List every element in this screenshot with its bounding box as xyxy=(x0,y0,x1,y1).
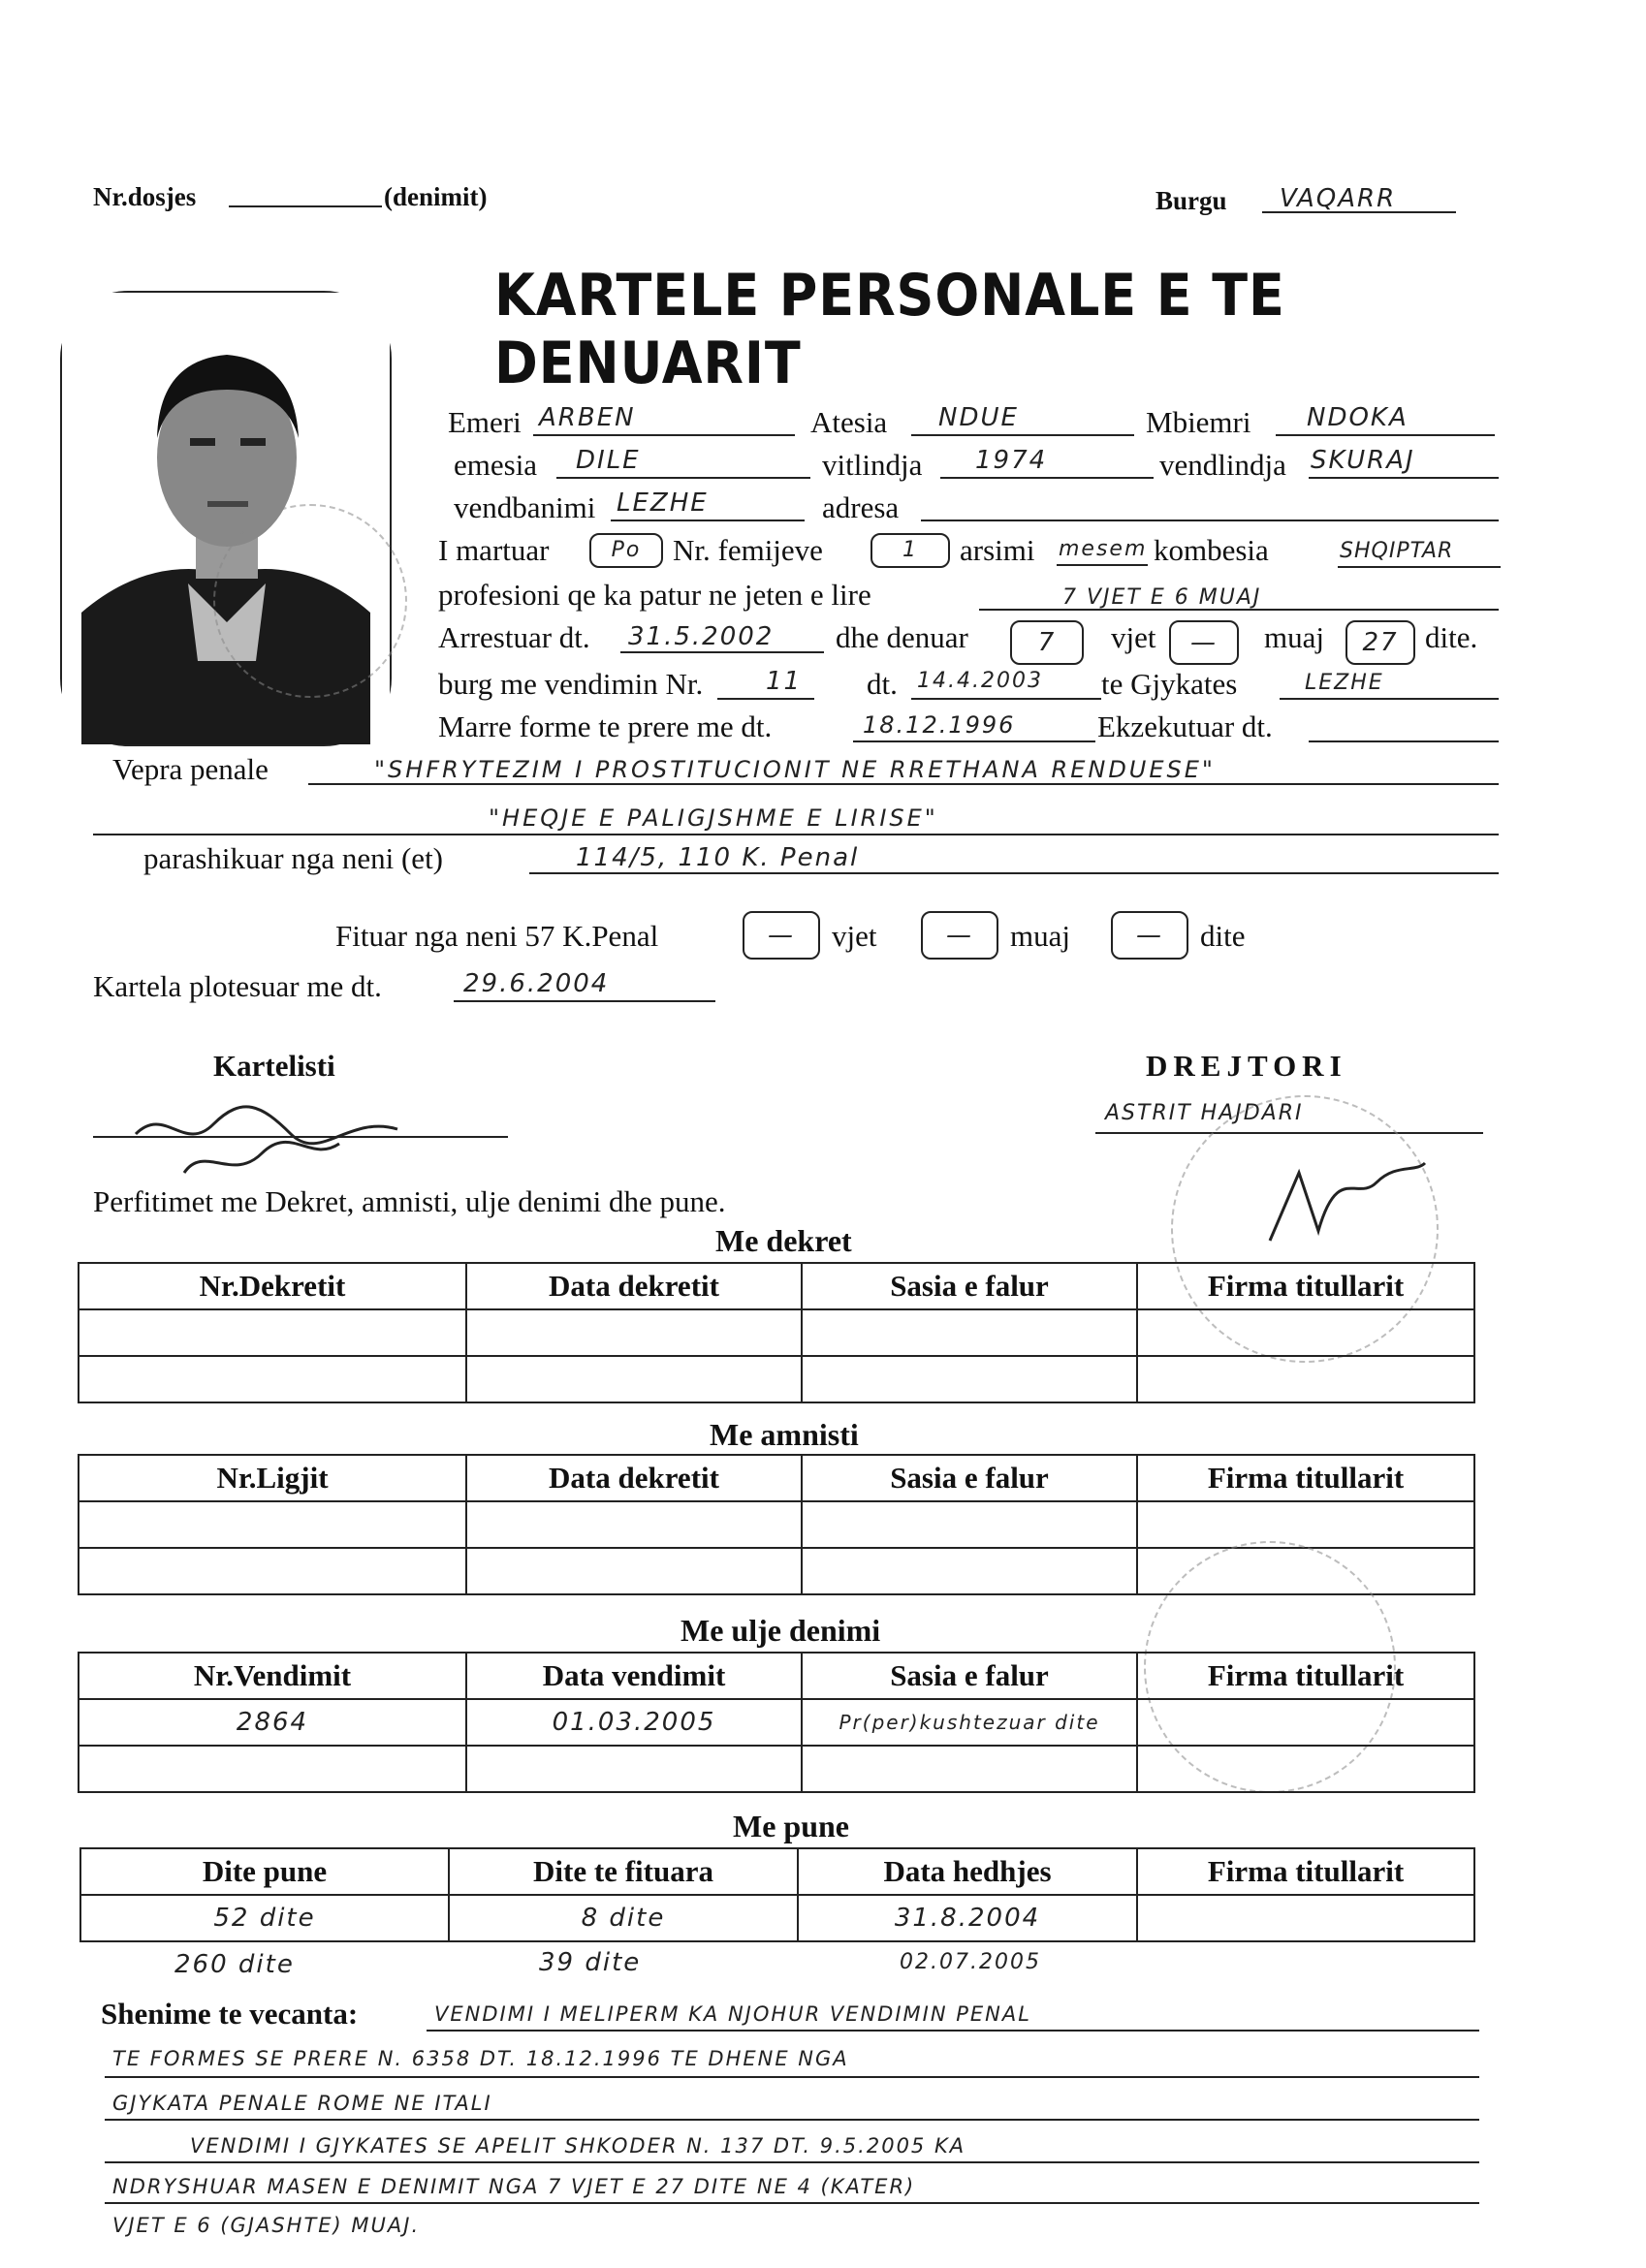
decision-date-value: 14.4.2003 xyxy=(917,669,1043,693)
benefits-intro: Perfitimet me Dekret, amnisti, ulje denimi dhe pune. xyxy=(93,1184,726,1218)
father-line xyxy=(911,434,1134,436)
reduction-table xyxy=(78,1652,1475,1793)
surname-line xyxy=(1276,434,1495,436)
table-header: Data dekretit xyxy=(466,1263,802,1309)
father-value: NDUE xyxy=(938,403,1019,432)
crime-line-1 xyxy=(308,783,1499,785)
crime-label: Vepra penale xyxy=(112,752,269,786)
name-label: Emeri xyxy=(448,405,522,439)
table-cell: 8 dite xyxy=(449,1895,798,1941)
notes-line-2 xyxy=(105,2076,1479,2078)
gained-years-label: vjet xyxy=(832,919,877,953)
notes-text-1: VENDIMI I MELIPERM KA NJOHUR VENDIMIN PENAL xyxy=(434,2002,1031,2026)
article-label: parashikuar nga neni (et) xyxy=(143,841,444,875)
work-extra-earned: 39 dite xyxy=(539,1948,642,1977)
final-line xyxy=(853,740,1095,742)
table-cell: 31.8.2004 xyxy=(798,1895,1137,1941)
table-header: Firma titullarit xyxy=(1137,1455,1474,1501)
table-cell xyxy=(1137,1895,1474,1941)
table-row xyxy=(79,1699,1474,1746)
table-cell xyxy=(802,1356,1137,1402)
table-header: Sasia e falur xyxy=(802,1263,1137,1309)
table-cell xyxy=(1137,1356,1474,1402)
work-title: Me pune xyxy=(733,1809,849,1843)
notes-text-4: VENDIMI I GJYKATES SE APELIT SHKODER N. 137 DT. 9.5.2005 KA xyxy=(190,2134,966,2158)
table-cell xyxy=(79,1309,466,1356)
work-table xyxy=(79,1847,1475,1942)
table-cell xyxy=(466,1309,802,1356)
address-line xyxy=(921,520,1499,521)
director-label: DREJTORI xyxy=(1146,1049,1347,1083)
table-header: Nr.Dekretit xyxy=(79,1263,466,1309)
file-number-line xyxy=(229,205,382,207)
months-label: muaj xyxy=(1264,620,1324,654)
children-label: Nr. femijeve xyxy=(673,533,823,567)
table-header: Data dekretit xyxy=(466,1455,802,1501)
profession-value: 7 VJET E 6 MUAJ xyxy=(1062,585,1262,610)
birthplace-line xyxy=(1309,477,1499,479)
court-line xyxy=(1280,698,1499,700)
married-value: Po xyxy=(589,533,663,568)
nationality-value: SHQIPTAR xyxy=(1340,539,1454,563)
arrested-line xyxy=(620,651,824,653)
final-value: 18.12.1996 xyxy=(863,711,1016,739)
table-header: Dite pune xyxy=(80,1848,449,1895)
amnesty-title: Me amnisti xyxy=(710,1417,859,1452)
notes-line-3 xyxy=(105,2119,1479,2121)
birthplace-value: SKURAJ xyxy=(1311,446,1415,475)
director-name: ASTRIT HAJDARI xyxy=(1105,1101,1304,1125)
notes-text-3: GJYKATA PENALE ROME NE ITALI xyxy=(112,2092,492,2115)
children-value: 1 xyxy=(870,533,950,568)
profession-label: profesioni qe ka patur ne jeten e lire xyxy=(438,578,871,612)
mother-label: emesia xyxy=(454,448,538,482)
years-label: vjet xyxy=(1111,620,1156,654)
work-extra-days: 260 dite xyxy=(174,1950,295,1979)
table-header: Firma titullarit xyxy=(1137,1848,1474,1895)
table-header: Data vendimit xyxy=(466,1653,802,1699)
gained-label: Fituar nga neni 57 K.Penal xyxy=(335,919,659,953)
table-cell: 2864 xyxy=(79,1699,466,1746)
father-label: Atesia xyxy=(810,405,888,439)
notes-line-5 xyxy=(105,2202,1479,2204)
table-cell xyxy=(1137,1699,1474,1746)
gained-months: — xyxy=(921,911,998,960)
table-cell xyxy=(1137,1501,1474,1548)
decree-table xyxy=(78,1262,1475,1403)
final-label: Marre forme te prere me dt. xyxy=(438,709,773,743)
table-header: Dite te fituara xyxy=(449,1848,798,1895)
prison-label: Burgu xyxy=(1155,186,1227,215)
table-cell xyxy=(802,1309,1137,1356)
arrested-label: Arrestuar dt. xyxy=(438,620,590,654)
residence-label: vendbanimi xyxy=(454,490,596,524)
sentence-months: — xyxy=(1169,620,1239,665)
notes-text-6: VJET E 6 (GJASHTE) MUAJ. xyxy=(112,2214,421,2237)
crime-value-1: "SHFRYTEZIM I PROSTITUCIONIT NE RRETHANA RENDUESE" xyxy=(374,756,1216,783)
notes-line-4 xyxy=(105,2161,1479,2163)
notes-text-2: TE FORMES SE PRERE N. 6358 DT. 18.12.1996 TE DHENE NGA xyxy=(112,2047,849,2070)
table-cell xyxy=(79,1548,466,1594)
prison-value: VAQARR xyxy=(1280,184,1397,213)
table-header: Sasia e falur xyxy=(802,1455,1137,1501)
table-row xyxy=(79,1309,1474,1356)
table-cell xyxy=(802,1501,1137,1548)
residence-value: LEZHE xyxy=(617,488,709,518)
table-row xyxy=(79,1356,1474,1402)
table-cell: 01.03.2005 xyxy=(466,1699,802,1746)
crime-line-2 xyxy=(93,834,1499,835)
table-cell xyxy=(1137,1309,1474,1356)
table-cell xyxy=(466,1356,802,1402)
gained-months-label: muaj xyxy=(1010,919,1070,953)
decision-date-line xyxy=(911,698,1101,700)
name-value: ARBEN xyxy=(539,403,636,432)
file-number-suffix: (denimit) xyxy=(384,182,488,211)
crime-value-2: "HEQJE E PALIGJSHME E LIRISE" xyxy=(489,804,938,832)
education-line xyxy=(1057,564,1148,566)
decision-date-label: dt. xyxy=(867,667,898,701)
mother-value: DILE xyxy=(576,446,641,475)
sentence-years: 7 xyxy=(1010,620,1084,665)
arrested-value: 31.5.2002 xyxy=(628,622,775,651)
table-cell: Pr(per)kushtezuar dite xyxy=(802,1699,1137,1746)
table-cell xyxy=(79,1356,466,1402)
table-row xyxy=(79,1455,1474,1501)
birthyear-value: 1974 xyxy=(975,446,1048,475)
birthyear-line xyxy=(940,477,1154,479)
notes-text-5: NDRYSHUAR MASEN E DENIMIT NGA 7 VJET E 27 DITE NE 4 (KATER) xyxy=(112,2175,916,2198)
decision-label: burg me vendimin Nr. xyxy=(438,667,704,701)
table-cell: 52 dite xyxy=(80,1895,449,1941)
director-signature xyxy=(1260,1144,1435,1260)
surname-label: Mbiemri xyxy=(1146,405,1251,439)
executed-line xyxy=(1309,740,1499,742)
executed-label: Ekzekutuar dt. xyxy=(1097,709,1273,743)
table-cell xyxy=(466,1746,802,1792)
completed-line xyxy=(454,1000,715,1002)
education-value: mesem xyxy=(1059,537,1148,561)
clerk-signature xyxy=(126,1086,417,1182)
sentence-days: 27 xyxy=(1345,620,1415,665)
table-cell xyxy=(466,1548,802,1594)
file-number-label: Nr.dosjes xyxy=(93,182,197,211)
residence-line xyxy=(611,520,805,521)
birthyear-label: vitlindja xyxy=(822,448,923,482)
table-cell xyxy=(79,1746,466,1792)
birthplace-label: vendlindja xyxy=(1159,448,1286,482)
surname-value: NDOKA xyxy=(1307,403,1409,432)
notes-line-1 xyxy=(427,2030,1479,2032)
decision-value: 11 xyxy=(766,667,803,696)
name-line xyxy=(533,434,795,436)
gained-years: — xyxy=(743,911,820,960)
days-label: dite. xyxy=(1425,620,1478,654)
completed-label: Kartela plotesuar me dt. xyxy=(93,969,382,1003)
nationality-line xyxy=(1338,566,1501,568)
gained-days: — xyxy=(1111,911,1188,960)
page-title: KARTELE PERSONALE E TE DENUARIT xyxy=(494,262,1285,397)
address-label: adresa xyxy=(822,490,900,524)
article-line xyxy=(529,872,1499,874)
article-value: 114/5, 110 K. Penal xyxy=(576,843,860,872)
clerk-label: Kartelisti xyxy=(213,1049,335,1083)
table-header: Nr.Vendimit xyxy=(79,1653,466,1699)
table-cell xyxy=(1137,1746,1474,1792)
court-value: LEZHE xyxy=(1305,671,1384,695)
table-row xyxy=(79,1746,1474,1792)
table-header: Sasia e falur xyxy=(802,1653,1137,1699)
decree-title: Me dekret xyxy=(715,1223,852,1258)
education-label: arsimi xyxy=(960,533,1035,567)
table-header: Firma titullarit xyxy=(1137,1263,1474,1309)
decision-line xyxy=(717,698,814,700)
table-cell xyxy=(802,1548,1137,1594)
official-stamp-photo xyxy=(213,504,407,698)
mother-line xyxy=(556,477,810,479)
married-label: I martuar xyxy=(438,533,550,567)
work-extra-date: 02.07.2005 xyxy=(900,1950,1041,1974)
table-header: Data hedhjes xyxy=(798,1848,1137,1895)
table-row xyxy=(79,1653,1474,1699)
completed-value: 29.6.2004 xyxy=(463,969,610,998)
notes-label: Shenime te vecanta: xyxy=(101,1997,359,2031)
sentence-label: dhe denuar xyxy=(836,620,968,654)
gained-days-label: dite xyxy=(1200,919,1246,953)
court-label: te Gjykates xyxy=(1101,667,1238,701)
table-cell xyxy=(802,1746,1137,1792)
table-cell xyxy=(79,1501,466,1548)
table-row xyxy=(79,1263,1474,1309)
table-header: Firma titullarit xyxy=(1137,1653,1474,1699)
table-header: Nr.Ligjit xyxy=(79,1455,466,1501)
table-row xyxy=(80,1848,1474,1895)
table-row xyxy=(80,1895,1474,1941)
reduction-title: Me ulje denimi xyxy=(681,1613,881,1648)
nationality-label: kombesia xyxy=(1154,533,1269,567)
table-cell xyxy=(466,1501,802,1548)
